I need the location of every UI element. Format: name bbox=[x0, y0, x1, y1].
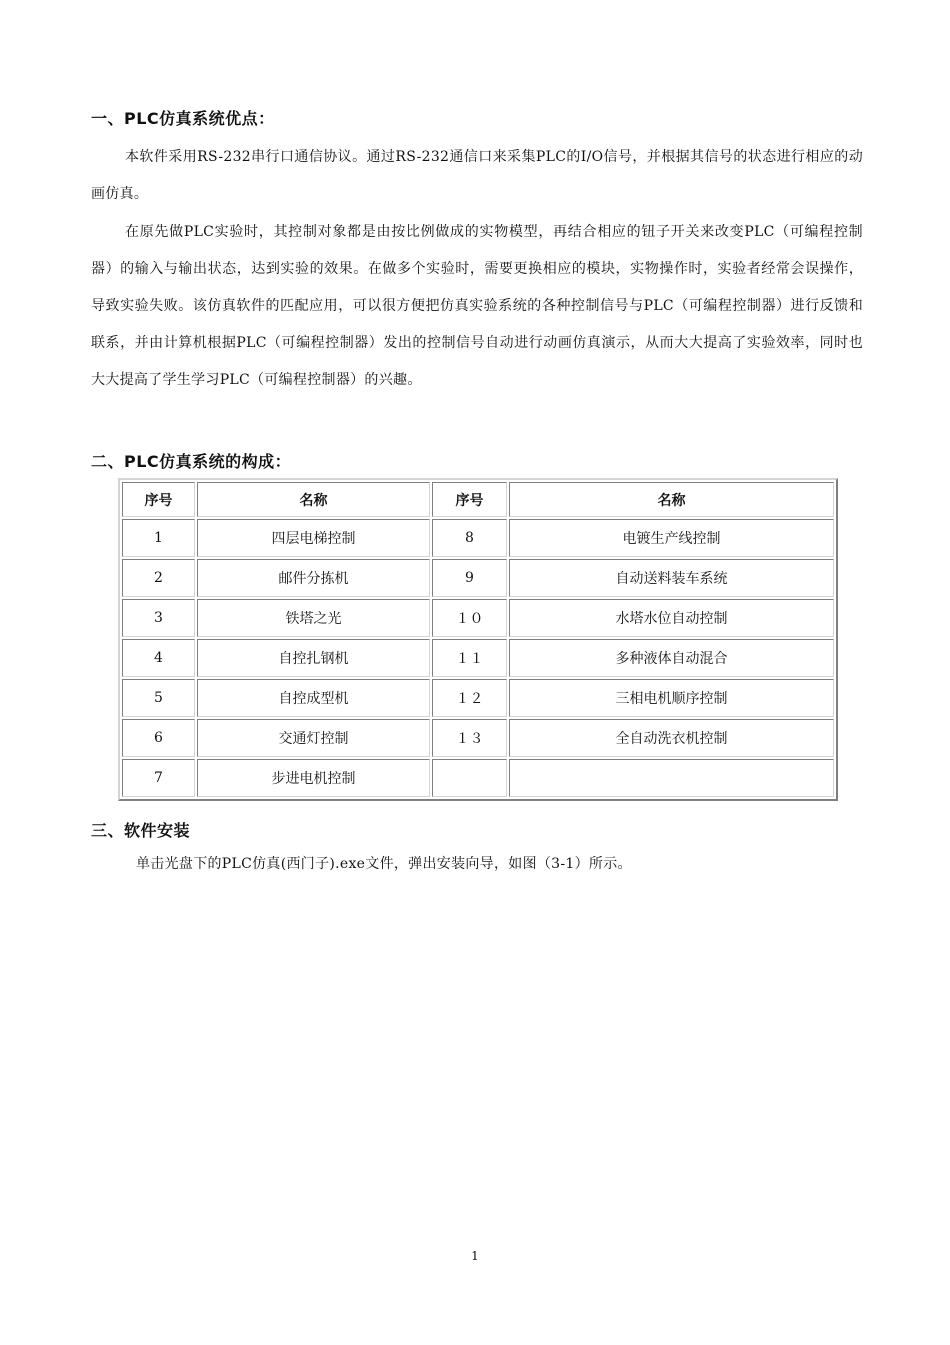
header-name-2: 名称 bbox=[509, 482, 834, 517]
cell-name: 步进电机控制 bbox=[197, 759, 430, 797]
cell-name: 电镀生产线控制 bbox=[509, 519, 834, 557]
cell-no: 5 bbox=[122, 679, 195, 717]
table-header-row bbox=[122, 482, 834, 517]
cell-no: 1 bbox=[122, 519, 195, 557]
install-instructions: 单击光盘下的PLC仿真(西门子).exe文件，弹出安装向导，如图（3-1）所示。 bbox=[136, 856, 632, 872]
cell-no: １１ bbox=[432, 639, 507, 677]
cell-name: 多种液体自动混合 bbox=[509, 639, 834, 677]
cell-no: 4 bbox=[122, 639, 195, 677]
cell-name: 自动送料装车系统 bbox=[509, 559, 834, 597]
cell-no: １２ bbox=[432, 679, 507, 717]
cell-no: 3 bbox=[122, 599, 195, 637]
section-2-heading: 二、PLC仿真系统的构成： bbox=[91, 452, 292, 471]
table-row bbox=[122, 759, 834, 797]
header-no-2: 序号 bbox=[432, 482, 507, 517]
cell-no: 6 bbox=[122, 719, 195, 757]
header-name-1: 名称 bbox=[197, 482, 430, 517]
cell-no: １０ bbox=[432, 599, 507, 637]
section-1-heading: 一、PLC仿真系统优点： bbox=[91, 109, 275, 128]
cell-no: 2 bbox=[122, 559, 195, 597]
section-3-heading: 三、软件安装 bbox=[91, 821, 191, 840]
cell-no: 7 bbox=[122, 759, 195, 797]
table-row bbox=[122, 559, 834, 597]
cell-no bbox=[432, 759, 507, 797]
cell-name: 自控成型机 bbox=[197, 679, 430, 717]
cell-name: 水塔水位自动控制 bbox=[509, 599, 834, 637]
cell-name: 交通灯控制 bbox=[197, 719, 430, 757]
cell-no: １３ bbox=[432, 719, 507, 757]
cell-name: 邮件分拣机 bbox=[197, 559, 430, 597]
cell-name: 铁塔之光 bbox=[197, 599, 430, 637]
table-row bbox=[122, 599, 834, 637]
table-row bbox=[122, 679, 834, 717]
header-no-1: 序号 bbox=[122, 482, 195, 517]
cell-name: 四层电梯控制 bbox=[197, 519, 430, 557]
cell-no: 9 bbox=[432, 559, 507, 597]
section-1-paragraph-2: 在原先做PLC实验时，其控制对象都是由按比例做成的实物模型，再结合相应的钮子开关来改变PLC（可编程控制器）的输入与输出状态，达到实验的效果。在做多个实验时，需要更换相应的模块，实物操作时，实验者经常会误操作，导致实验失败。该仿真软件的匹配应用，可以很方便把仿真实验系统的各种控制信号与PLC（可编程控制器）进行反馈和联系，并由计算机根据PLC（可编程控制器）发出的控制信号自动进行动画仿真演示，从而大大提高了实验效率，同时也大大提高了学生学习PLC（可编程控制器）的兴趣。 bbox=[91, 224, 863, 388]
cell-name: 三相电机顺序控制 bbox=[509, 679, 834, 717]
cell-name: 全自动洗衣机控制 bbox=[509, 719, 834, 757]
table-row bbox=[122, 639, 834, 677]
section-1-paragraph-1: 本软件采用RS-232串行口通信协议。通过RS-232通信口来采集PLC的I/O信号，并根据其信号的状态进行相应的动画仿真。 bbox=[91, 149, 863, 202]
cell-no: 8 bbox=[432, 519, 507, 557]
table-row bbox=[122, 519, 834, 557]
cell-name: 自控扎钢机 bbox=[197, 639, 430, 677]
cell-name bbox=[509, 759, 834, 797]
page-number: 1 bbox=[471, 1249, 479, 1263]
table-row bbox=[122, 719, 834, 757]
components-table bbox=[118, 478, 838, 801]
